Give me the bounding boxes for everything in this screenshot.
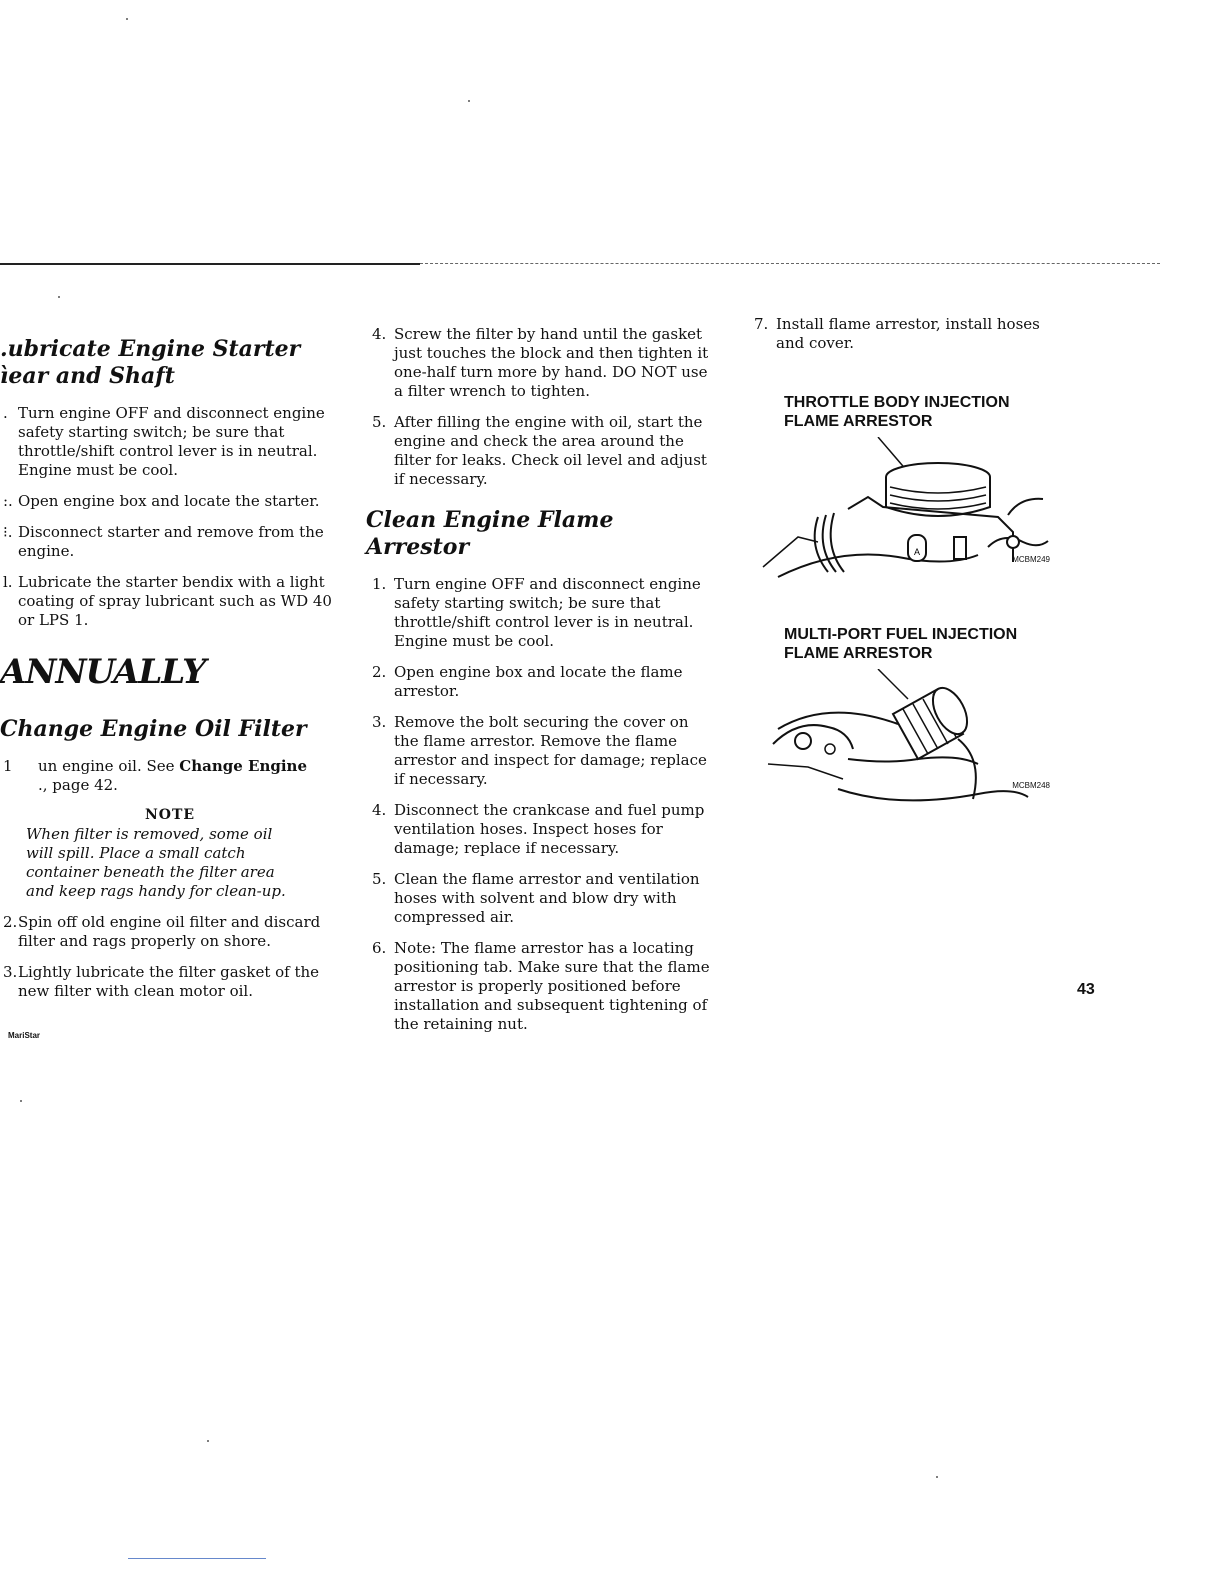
step-number: 2. xyxy=(3,913,18,931)
section-title-line2: ìear and Shaft xyxy=(0,363,175,389)
engine-illustration-2 xyxy=(758,669,1058,814)
scan-speck xyxy=(936,1476,938,1478)
top-rule-dashed xyxy=(420,263,1160,264)
step-number: 2. xyxy=(372,663,387,681)
list-item xyxy=(0,404,340,480)
step-number: 7. xyxy=(754,315,769,333)
step-number: 3. xyxy=(372,713,387,731)
scan-speck xyxy=(468,100,470,102)
left-column xyxy=(0,336,340,1013)
step-text: un engine oil. See xyxy=(38,757,180,775)
list-item xyxy=(366,870,711,927)
step-text: Lightly lubricate the filter gasket of the new filter with clean motor oil. xyxy=(18,963,320,1000)
note-body: When filter is removed, some oil will spill. Place a small catch container beneath the filter area and keep rags handy for clean-up. xyxy=(26,825,286,900)
multi-port-flame-arrestor-illustration xyxy=(758,669,1058,819)
step-number: l. xyxy=(3,573,13,591)
step-text: Clean the flame arrestor and ventilation hoses with solvent and blow dry with compressed air. xyxy=(394,870,700,926)
scan-speck xyxy=(207,1440,209,1442)
step-text: Spin off old engine oil filter and discard filter and rags properly on shore. xyxy=(18,913,321,950)
step-text: After filling the engine with oil, start the engine and check the area around the filter for leaks. Check oil level and adjust if necessary. xyxy=(394,413,707,488)
note-heading: NOTE xyxy=(144,807,196,823)
section-title-lubricate xyxy=(0,336,340,390)
list-item xyxy=(366,413,711,489)
list-item xyxy=(366,325,711,401)
svg-text:A: A xyxy=(914,547,921,557)
step-text-continued: ., page 42. xyxy=(38,776,118,794)
step-number: 1. xyxy=(372,575,387,593)
figure-title-line2: FLAME ARRESTOR xyxy=(784,413,933,430)
step-text: Remove the bolt securing the cover on the flame arrestor. Remove the flame arrestor and inspect for damage; replace if necessary. xyxy=(394,713,707,788)
scan-speck xyxy=(58,296,60,298)
step-number: 4. xyxy=(372,325,387,343)
section-title-flame-arrestor: Clean Engine Flame Arrestor xyxy=(366,507,614,560)
lubricate-steps xyxy=(0,404,340,630)
list-item xyxy=(0,573,340,630)
step-text: Screw the filter by hand until the gasket just touches the block and then tighten it one-half turn more by hand. DO NOT use a filter wrench to tighten. xyxy=(394,325,709,400)
step-text: Open engine box and locate the flame arrestor. xyxy=(394,663,683,700)
list-item xyxy=(366,713,711,789)
step-text: Note: The flame arrestor has a locating positioning tab. Make sure that the flame arrestor is properly positioned before installation and subsequent tightening of the retaining nut. xyxy=(394,939,710,1033)
list-item xyxy=(0,913,340,951)
figure-code: MCBM249 xyxy=(1012,555,1050,564)
oil-filter-steps-cont xyxy=(0,913,340,1001)
install-steps xyxy=(748,315,1058,353)
figure-title-throttle-body xyxy=(784,393,1058,431)
step-text: Turn engine OFF and disconnect engine safety starting switch; be sure that throttle/shift control lever is in neutral. Engine must be cool. xyxy=(394,575,701,650)
engine-illustration-1 xyxy=(758,437,1058,587)
step-number: 5. xyxy=(372,870,387,888)
step-number: 4. xyxy=(372,801,387,819)
list-item xyxy=(366,939,711,1034)
figure-title-line2: FLAME ARRESTOR xyxy=(784,645,933,662)
step-number: ⁝. xyxy=(3,523,13,541)
step-text: Install flame arrestor, install hoses and cover. xyxy=(776,315,1040,352)
decorative-line xyxy=(128,1558,266,1559)
step-number: 3. xyxy=(3,963,18,981)
middle-column xyxy=(366,325,711,1046)
list-item xyxy=(366,663,711,701)
throttle-body-flame-arrestor-illustration xyxy=(758,437,1058,597)
step-text: Disconnect starter and remove from the engine. xyxy=(18,523,324,560)
annually-heading: ANNUALLY xyxy=(0,652,206,692)
section-title-line1: .ubricate Engine Starter xyxy=(0,336,301,362)
list-item xyxy=(366,801,711,858)
step-number: . xyxy=(3,404,8,422)
step-number: :. xyxy=(3,492,13,510)
list-item xyxy=(748,315,1058,353)
oil-filter-steps xyxy=(0,757,340,795)
right-column xyxy=(748,315,1058,819)
scan-speck xyxy=(20,1100,22,1102)
list-item xyxy=(0,757,340,795)
list-item xyxy=(0,492,340,511)
page-number: 43 xyxy=(1077,981,1095,998)
list-item xyxy=(0,963,340,1001)
figure-title-line1: MULTI-PORT FUEL INJECTION xyxy=(784,626,1018,643)
filter-steps-cont xyxy=(366,325,711,489)
figure-title-line1: THROTTLE BODY INJECTION xyxy=(784,394,1010,411)
step-text: Open engine box and locate the starter. xyxy=(18,492,320,510)
figure-code: MCBM248 xyxy=(1012,781,1050,790)
step-text: Lubricate the starter bendix with a light coating of spray lubricant such as WD 40 or LPS 1. xyxy=(18,573,332,629)
brand-logo: MariStar xyxy=(8,1031,41,1040)
step-text: Disconnect the crankcase and fuel pump ventilation hoses. Inspect hoses for damage; replace if necessary. xyxy=(394,801,705,857)
top-rule xyxy=(0,263,420,265)
step-number: 5. xyxy=(372,413,387,431)
flame-arrestor-steps xyxy=(366,575,711,1034)
figure-title-multi-port xyxy=(784,625,1058,663)
scan-speck xyxy=(126,18,128,20)
step-number: 6. xyxy=(372,939,387,957)
section-title-oil-filter: Change Engine Oil Filter xyxy=(0,716,307,742)
list-item xyxy=(366,575,711,651)
cross-reference: Change Engine xyxy=(179,757,307,775)
step-text: Turn engine OFF and disconnect engine safety starting switch; be sure that throttle/shift control lever is in neutral. Engine must be cool. xyxy=(18,404,325,479)
list-item xyxy=(0,523,340,561)
step-number: 1 xyxy=(3,757,13,775)
